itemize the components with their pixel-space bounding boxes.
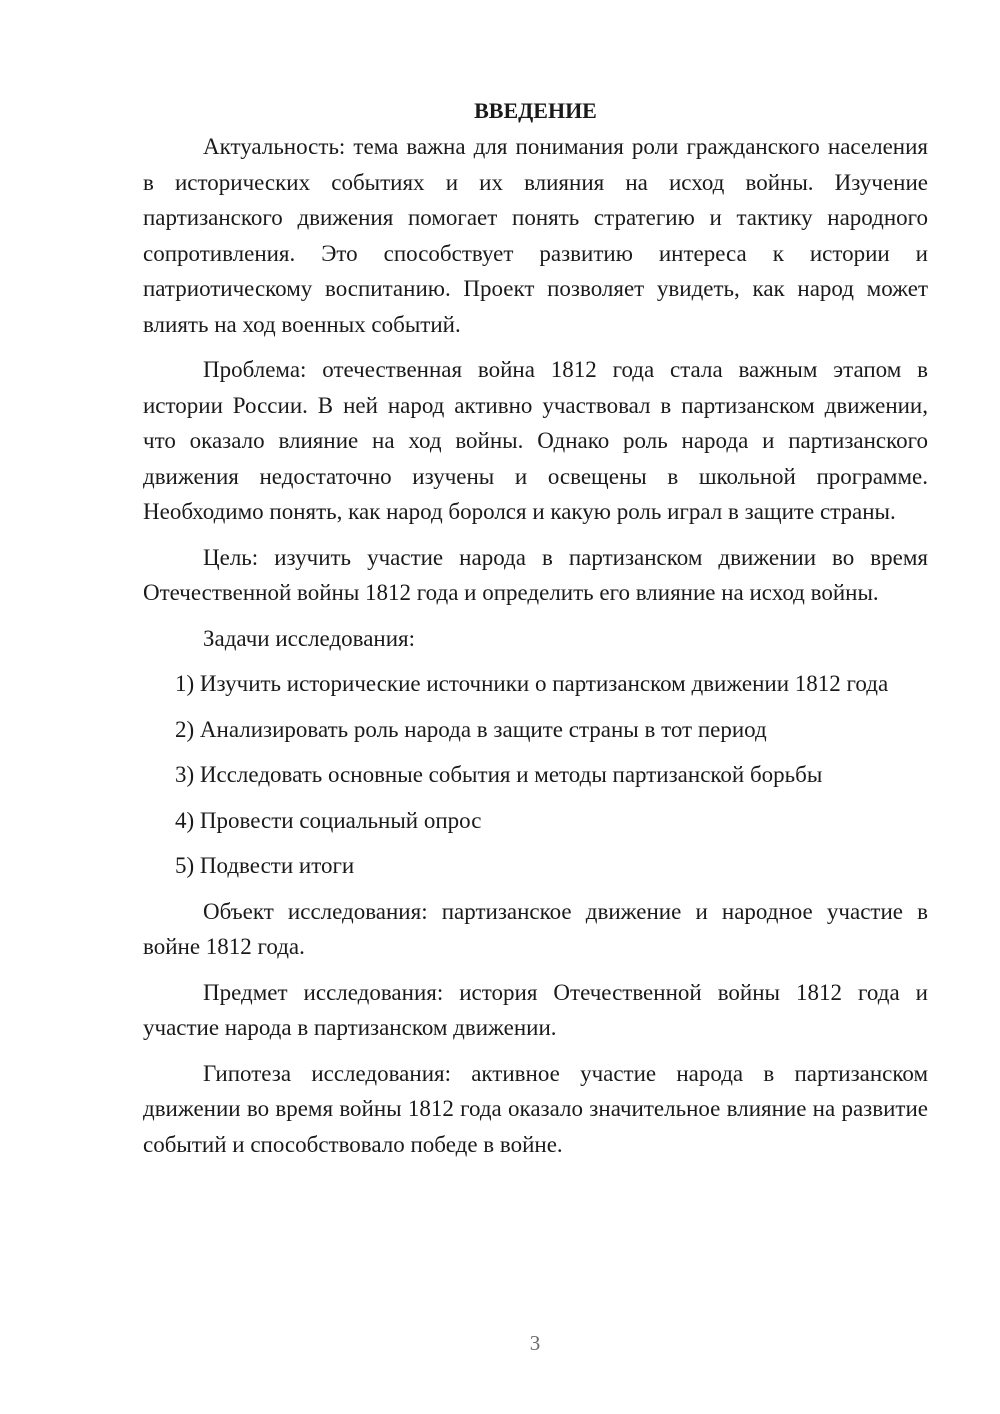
subject-paragraph: Предмет исследования: история Отечественной войны 1812 года и участие народа в партизанском движении. <box>143 979 928 1040</box>
tasks-list <box>143 666 928 884</box>
hypothesis-paragraph: Гипотеза исследования: активное участие народа в партизанском движении во время войны 1812 года оказало значительное влияние на развитие событий и способствовало победе в войне. <box>143 1060 928 1157</box>
task-item: 4) Провести социальный опрос <box>175 807 482 833</box>
tasks-label: Задачи исследования: <box>203 625 416 651</box>
task-item: 3) Исследовать основные события и методы партизанской борьбы <box>175 762 823 787</box>
task-item: 1) Изучить исторические источники о партизанском движении 1812 года <box>175 671 889 696</box>
task-item: 2) Анализировать роль народа в защите страны в тот период <box>175 716 767 742</box>
problem-paragraph: Проблема: отечественная война 1812 года стала важным этапом в истории России. В ней народ активно участвовал в партизанском движении, что оказало влияние на ход войны. Однако роль народа и партизанского движения недостаточно изучены и освещены в школьной программе. Необходимо понять, как народ боролся и какую роль играл в защите страны. <box>143 357 928 524</box>
page-number: 3 <box>529 1331 541 1355</box>
section-heading: ВВЕДЕНИЕ <box>474 98 597 123</box>
goal-paragraph: Цель: изучить участие народа в партизанском движении во время Отечественной войны 1812 года и определить его влияние на исход войны. <box>143 544 928 605</box>
task-item: 5) Подвести итоги <box>175 853 355 878</box>
document-page <box>143 94 928 1172</box>
relevance-paragraph: Актуальность: тема важна для понимания роли гражданского населения в исторических событиях и их влияния на исход войны. Изучение партизанского движения помогает понять стратегию и тактику народного сопротивления. Это способствует развитию интереса к истории и патриотическому воспитанию. Проект позволяет увидеть, как народ может влиять на ход военных событий. <box>143 134 928 337</box>
object-paragraph: Объект исследования: партизанское движение и народное участие в войне 1812 года. <box>143 898 928 959</box>
